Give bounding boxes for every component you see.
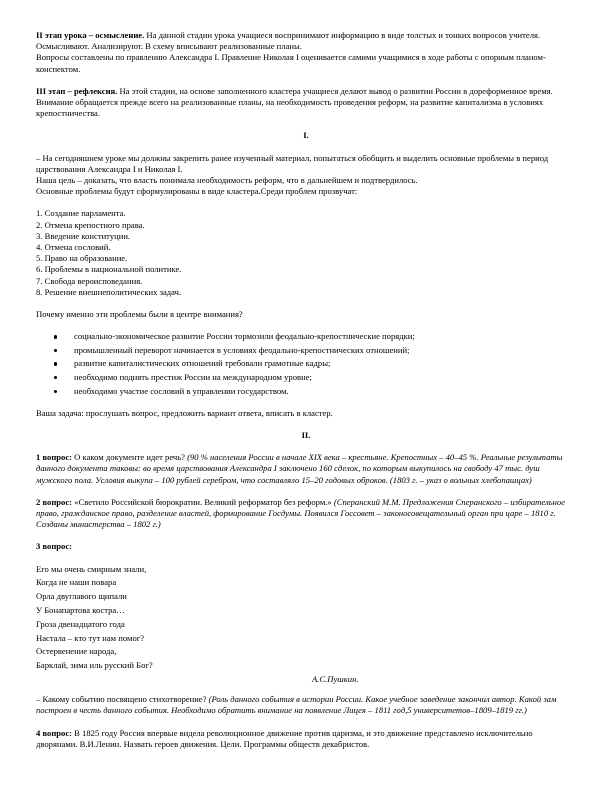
bullet-icon	[54, 335, 57, 338]
document-page	[36, 30, 576, 761]
question-2-note: (Сперанский М.М. Предложения Сперанского – избирательное право, гражданское право, разделение властей, формирование Госдумы. Появился Госсовет – законосовещательный орган при царе – 1810 г. Созданы министерства – 1802 г.)	[36, 496, 566, 530]
question-3-note: (Роль данного события в истории России. Какое учебное заведение закончил автор. Какой зам построен в честь данного события. Необходимо обратить внимание на появление Лицея – 1811 год,5 университетов–1809–1819 гг.)	[36, 694, 557, 716]
poem-author: А.С.Пушкин.	[312, 674, 359, 685]
stage-2-line2: Вопросы составлены по правлению Александра I. Правление Николая I оценивается самими учащимися в ходе работы с опорным планом-конспектом.	[36, 52, 546, 74]
question-4-text: В 1825 году Россия впервые видела революционное движение против царизма, и это движение представлено исключительно дворянами. В.И.Ленин. Назвать героев движения. Цели. Программы обществ декабристов.	[36, 727, 533, 749]
stage-2-paragraph	[36, 30, 576, 75]
problems-list	[36, 208, 576, 298]
bullet-icon	[54, 362, 57, 365]
task-text: Ваша задача: прослушать вопрос, предложить вариант ответа, вписать в кластер.	[36, 407, 333, 418]
list-item: необходимо участие сословий в управлении государством.	[74, 386, 576, 397]
poem	[36, 564, 576, 672]
question-2	[36, 497, 576, 531]
bullet-icon	[54, 349, 57, 352]
question-2-label: 2 вопрос:	[36, 496, 73, 507]
list-item: социально-экономическое развитие России тормозили феодально-крепостнические порядки;	[74, 331, 576, 342]
stage-2-heading: II этап урока – осмысление.	[36, 30, 145, 40]
bullet-icon	[54, 376, 57, 379]
list-item: 2. Отмена крепостного права.	[36, 219, 145, 230]
question-3-prompt	[36, 694, 576, 716]
section-2-heading: II.	[301, 430, 311, 441]
list-item: промышленный переворот начинается в условиях феодально-крепостнических отношений;	[74, 345, 576, 356]
question-4	[36, 728, 576, 750]
why-question: Почему именно эти проблемы были в центре внимания?	[36, 309, 243, 320]
bullet-icon	[54, 390, 57, 393]
reasons-list	[36, 331, 576, 397]
question-3-text: – Какому событию посвящено стихотворение?	[36, 694, 209, 705]
list-item: 8. Решение внешнеполитических задач.	[36, 286, 182, 297]
question-4-label: 4 вопрос:	[36, 727, 73, 738]
stage-2-text: На данной стадии урока учащиеся воспринимают информацию в виде толстых и тонких вопросов учителя. Осмысливают. Анализируют. В схему вписывают реализованные планы.	[36, 30, 541, 52]
intro-p3: Основные проблемы будут сформулированы в виде кластера.Среди проблем прозвучат:	[36, 186, 358, 197]
list-item: развитие капиталистических отношений требовали грамотные кадры;	[74, 358, 576, 369]
list-item: 3. Введение конституции.	[36, 230, 131, 241]
list-item: 1. Создание парламента.	[36, 208, 126, 219]
poem-line: Орла двуглавого щипали	[36, 591, 127, 602]
question-2-text: «Светило Российской бюрократии. Великий реформатор без реформ.»	[72, 496, 334, 507]
poem-line: Когда не наши повара	[36, 577, 117, 588]
list-item: 5. Право на образование.	[36, 253, 128, 264]
poem-line: Барклай, зима иль русский Бог?	[36, 660, 153, 671]
poem-line: Остервенение народа,	[36, 646, 117, 657]
list-item: необходимо поднять престиж России на международном уровне;	[74, 372, 576, 383]
poem-line: Его мы очень смирным знали,	[36, 563, 147, 574]
list-item: 7. Свобода вероисповедания.	[36, 275, 143, 286]
poem-line: У Бонапартова костра…	[36, 605, 125, 616]
section-1-heading: I.	[303, 130, 309, 141]
question-1-label: 1 вопрос:	[36, 452, 73, 463]
list-item: 6. Проблемы в национальной политике.	[36, 264, 182, 275]
question-1-text: О каком документе идет речь?	[72, 452, 188, 463]
question-3-label: 3 вопрос:	[36, 541, 73, 552]
poem-line: Гроза двенадцатого года	[36, 618, 125, 629]
intro-p1: – На сегодняшнем уроке мы должны закрепить ранее изученный материал, попытаться обобщить и выделить основные проблемы в период царствования Александра I и Николая I.	[36, 152, 549, 174]
question-3	[36, 541, 576, 552]
question-1	[36, 452, 576, 486]
intro-p2: Наша цель – доказать, что власть понимала необходимость реформ, что в дальнейшем и подтвердилось.	[36, 175, 418, 186]
stage-3-heading: III этап – рефлексия.	[36, 85, 118, 96]
list-item: 4. Отмена сословий.	[36, 242, 111, 253]
stage-3-text: На этой стадии, на основе заполненного кластера учащиеся делают вывод о развитии России в дореформенное время. Внимание обращается прежде всего на реализованные планы, на необходимость проведения реформ, на развитие капитализма в условиях крепостничества.	[36, 85, 553, 119]
poem-line: Настала – кто тут нам помог?	[36, 632, 145, 643]
question-1-note: (90 % населения России в начале XIX века – крестьяне. Крепостных – 40–45 %. Реальные результаты данного документа таковы: во время царствования Александра I заключено 160 сделок, по которым выкупилось на свободу 47 тыс. душ мужского пола. Условия выкупа – 100 рублей серебром, что составляло 15–20 годовых оброков. (1803 г. – указ о вольных хлебопашцах)	[36, 452, 563, 485]
stage-3-paragraph	[36, 86, 576, 120]
